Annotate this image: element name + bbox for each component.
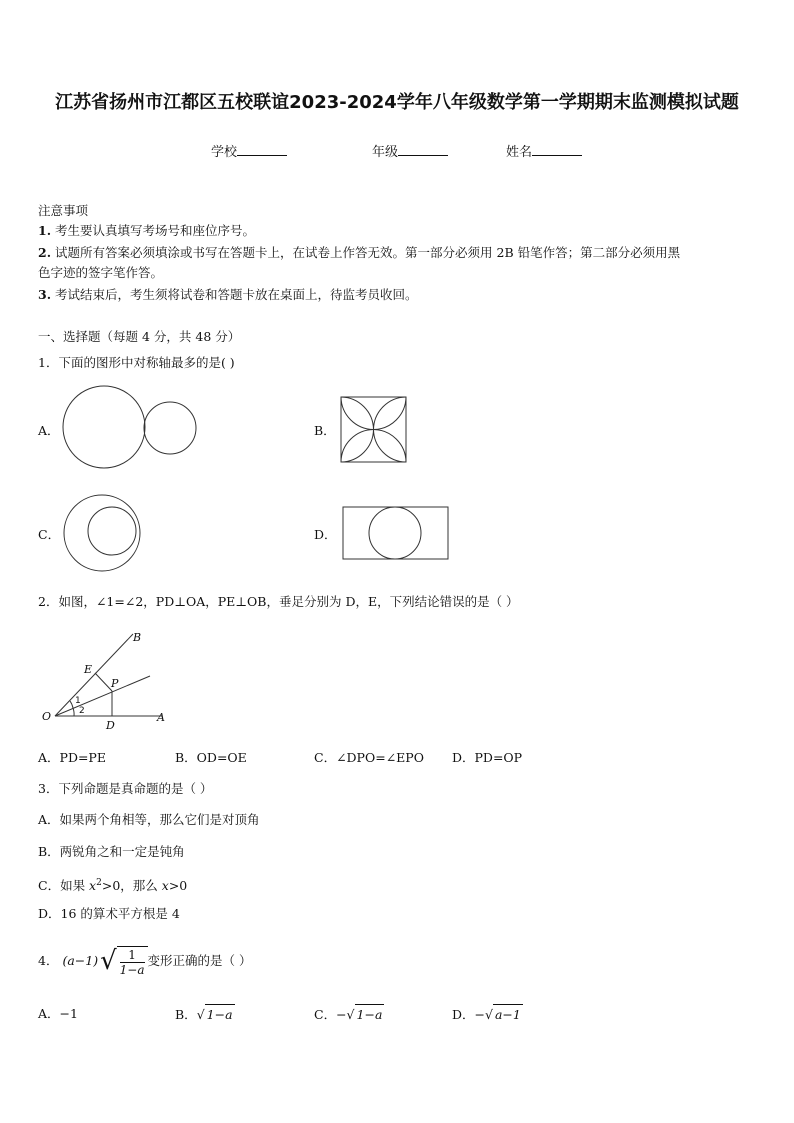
- q4-stem-end: 变形正确的是（ ）: [147, 953, 252, 968]
- name-label: 姓名: [506, 145, 533, 160]
- note-text: 考试结束后，考生须将试卷和答题卡放在桌面上，待监考员收回。: [55, 287, 418, 302]
- q4-frac-den: 1−a: [119, 962, 145, 977]
- note-item-2-cont: 色字迹的签字笔作答。: [38, 265, 164, 280]
- q1-stem: 1．下面的图形中对称轴最多的是( ): [38, 355, 235, 370]
- q4-option-b: [175, 1004, 235, 1025]
- q4-num: 4．: [38, 953, 59, 968]
- school-label: 学校: [211, 145, 238, 160]
- angle-arc-2: [73, 708, 74, 716]
- label-angle-2: 2: [79, 706, 85, 716]
- q3-option-b: B．两锐角之和一定是钝角: [38, 844, 185, 859]
- radical-sign-icon: √: [196, 1007, 205, 1022]
- q2-option-d: D．PD=OP: [452, 750, 523, 765]
- q3-stem: 3．下列命题是真命题的是（ ）: [38, 781, 213, 796]
- q3-c-var: x: [89, 878, 97, 894]
- q3-option-a: A．如果两个角相等，那么它们是对顶角: [38, 812, 260, 827]
- q1-option-c-label: C．: [38, 527, 61, 542]
- q1-option-a-label: A．: [38, 423, 60, 438]
- q4-d-radicand: a−1: [493, 1004, 523, 1025]
- page-title: 江苏省扬州市江都区五校联谊2023-2024学年八年级数学第一学期期末监测模拟试题: [55, 92, 739, 113]
- note-num: 2.: [38, 245, 52, 260]
- label-o: O: [42, 710, 52, 723]
- q4-c-radicand: 1−a: [355, 1004, 385, 1025]
- radical-sign-icon: √: [485, 1007, 493, 1022]
- q3-option-d: D．16 的算术平方根是 4: [38, 906, 180, 921]
- q4-b-radicand: 1−a: [205, 1004, 235, 1025]
- ray-op: [55, 676, 150, 716]
- q3-c-prefix: C．如果: [38, 878, 90, 894]
- label-b: B: [133, 631, 142, 644]
- q4-stem: [38, 943, 252, 979]
- q4-radicand: [117, 946, 148, 977]
- q4-option-c: [314, 1004, 384, 1025]
- label-p: P: [111, 677, 119, 690]
- note-num: 1.: [38, 223, 52, 238]
- q2-option-a: A．PD=PE: [38, 750, 106, 765]
- q4-fraction: [120, 948, 145, 977]
- q4-option-d: [452, 1004, 523, 1025]
- q3-c-var2: x: [161, 878, 169, 894]
- label-e: E: [84, 663, 93, 676]
- q4-d-label: D．−: [452, 1007, 485, 1022]
- q4-frac-num: 1: [120, 948, 145, 963]
- radical-sign-icon: √: [346, 1007, 355, 1022]
- q1-option-b-label: B．: [314, 423, 336, 438]
- q4-b-label: B．: [175, 1007, 197, 1022]
- note-text: 试题所有答案必须填涂或书写在答题卡上，在试卷上作答无效。第一部分必须用 2B 铅笔作答；第二部分必须用黑: [55, 245, 681, 260]
- q4-coef: (a−1): [62, 953, 99, 968]
- q1-option-d-label: D．: [314, 527, 337, 542]
- segment-pe: [95, 673, 112, 691]
- q4-c-label: C．−: [314, 1007, 347, 1022]
- note-num: 3.: [38, 287, 52, 302]
- q2-stem: 2．如图，∠1=∠2，PD⊥OA，PE⊥OB，垂足分别为 D，E，下列结论错误的是（ ）: [38, 594, 519, 609]
- q2-option-c: C．∠DPO=∠EPO: [314, 750, 424, 765]
- radical-sign-icon: √: [100, 946, 117, 976]
- q3-c-exp: 2: [96, 878, 102, 888]
- label-d: D: [106, 719, 115, 732]
- label-a: A: [157, 711, 165, 724]
- q3-c-mid: >0，那么: [101, 878, 162, 894]
- grade-label: 年级: [372, 145, 399, 160]
- ray-ob: [55, 634, 133, 716]
- notes-heading: 注意事项: [38, 203, 89, 218]
- q3-option-c: [38, 873, 187, 896]
- note-text: 考生要认真填写考场号和座位序号。: [55, 223, 256, 238]
- label-angle-1: 1: [75, 696, 81, 706]
- q3-c-end: >0: [168, 878, 188, 894]
- q4-option-a: A．−1: [38, 1006, 78, 1021]
- angle-arc-1: [70, 701, 73, 708]
- section-heading: 一、选择题（每题 4 分，共 48 分）: [38, 329, 241, 344]
- q2-option-b: B．OD=OE: [175, 750, 247, 765]
